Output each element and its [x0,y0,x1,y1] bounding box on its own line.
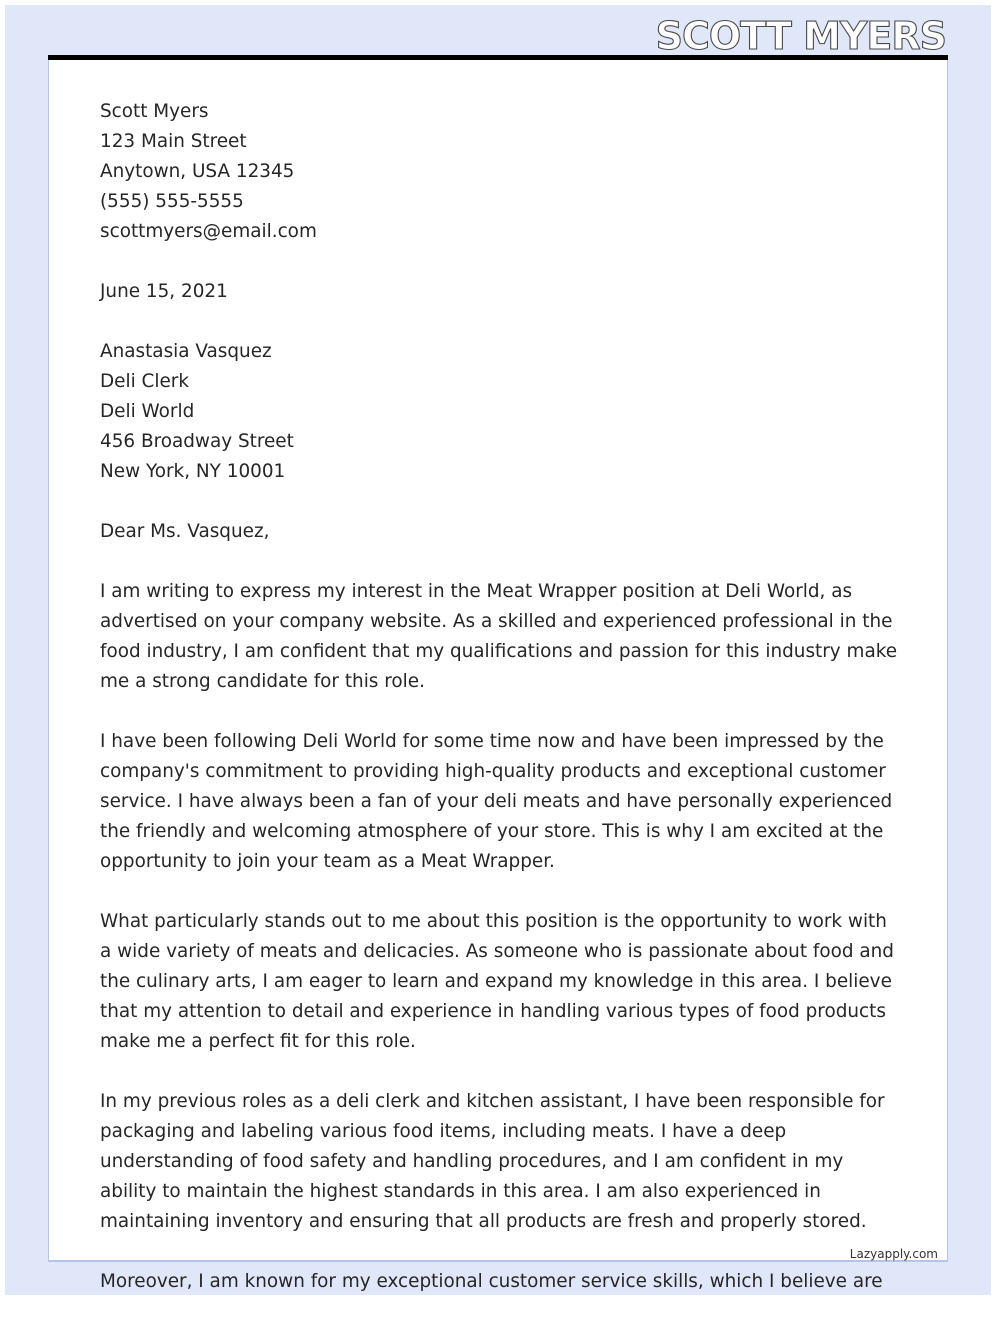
sender-city: Anytown, USA 12345 [100,161,295,182]
recipient-street: 456 Broadway Street [100,431,294,452]
recipient-name: Anastasia Vasquez [100,341,272,362]
sender-street: 123 Main Street [100,131,247,152]
paragraph-1: I am writing to express my interest in the Meat Wrapper position at Deli World, as advertised on your company website. As a skilled and experienced professional in the food industry, I am confident that my qualifications and passion for this industry make me a strong candidate for this role. [100,581,898,692]
sender-name: Scott Myers [100,101,209,122]
paragraph-2: I have been following Deli World for some time now and have been impressed by the company's commitment to providing high-quality products and exceptional customer service. I have always been a fan of your deli meats and have personally experienced the friendly and welcoming atmosphere of your store. This is why I am excited at the opportunity to join your team as a Meat Wrapper. [100,731,893,872]
paragraph-4: In my previous roles as a deli clerk and kitchen assistant, I have been responsible for packaging and labeling various food items, including meats. I have a deep understanding of food safety and handling procedures, and I am confident in my ability to maintain the highest standards in this area. I am also experienced in maintaining inventory and ensuring that all products are fresh and properly stored. [100,1091,885,1232]
paragraph-5: Moreover, I am known for my exceptional customer service skills, which I believe are [100,1271,883,1292]
letter-body [100,97,900,1327]
salutation: Dear Ms. Vasquez, [100,521,270,542]
recipient-block [100,337,900,487]
recipient-title: Deli Clerk [100,371,190,392]
recipient-city: New York, NY 10001 [100,461,286,482]
header-name: SCOTT MYERS [655,14,946,58]
watermark: Lazyapply.com [849,1247,938,1261]
recipient-company: Deli World [100,401,195,422]
paragraph-3: What particularly stands out to me about this position is the opportunity to work with a wide variety of meats and delicacies. As someone who is passionate about food and the culinary arts, I am eager to learn and expand my knowledge in this area. I believe that my attention to detail and experience in handling various types of food products make me a perfect fit for this role. [100,911,894,1052]
sender-email: scottmyers@email.com [100,221,317,242]
sender-block [100,97,900,247]
letter-date: June 15, 2021 [100,281,228,302]
sender-phone: (555) 555-5555 [100,191,244,212]
